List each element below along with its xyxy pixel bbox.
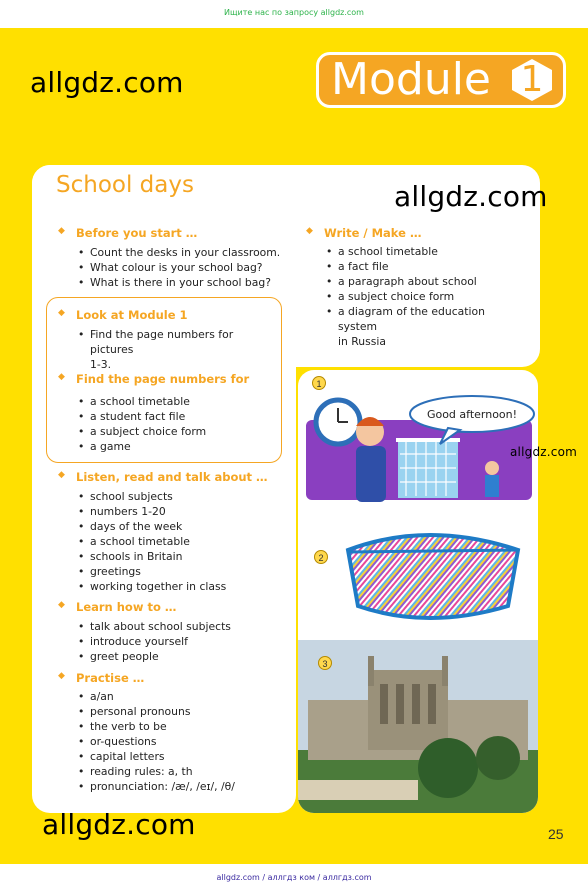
college-picture: [298, 640, 538, 813]
list-find-page-numbers: [78, 394, 206, 454]
list-item: • a school timetable: [78, 534, 226, 549]
module-badge: [316, 52, 566, 108]
watermark-top-left: allgdz.com: [30, 66, 184, 99]
heading-look-at-module: ◆ Look at Module 1: [76, 308, 188, 322]
picture-label-2: 2: [314, 550, 328, 564]
watermark-bottom-left: allgdz.com: [42, 808, 196, 841]
page-number: 25: [548, 826, 564, 842]
picture-label-3: 3: [318, 656, 332, 670]
watermark-mid: allgdz.com: [394, 180, 548, 213]
top-note: Ищите нас по запросу allgdz.com: [224, 8, 364, 17]
list-practise: [78, 689, 235, 794]
list-item: • talk about school subjects: [78, 619, 231, 634]
list-item: • What colour is your school bag?: [78, 260, 280, 275]
list-item: • a diagram of the education system: [326, 304, 526, 334]
list-item: • capital letters: [78, 749, 235, 764]
list-item: • working together in class: [78, 579, 226, 594]
list-look-at-module: [78, 327, 274, 372]
list-learn-how: [78, 619, 231, 664]
list-item: • a subject choice form: [78, 424, 206, 439]
heading-learn-how: ◆ Learn how to …: [76, 600, 176, 614]
list-item: • reading rules: a, th: [78, 764, 235, 779]
list-item: • the verb to be: [78, 719, 235, 734]
list-item: • greetings: [78, 564, 226, 579]
list-item: in Russia: [338, 335, 387, 348]
picture-label-1: 1: [312, 376, 326, 390]
heading-find-page-numbers: ◆ Find the page numbers for: [76, 372, 249, 386]
cartoon-picture: [298, 370, 538, 510]
heading-practise: ◆ Practise …: [76, 671, 144, 685]
heading-before-you-start: ◆ Before you start …: [76, 226, 197, 240]
list-item: • a paragraph about school: [326, 274, 526, 289]
heading-listen-read-talk: ◆ Listen, read and talk about …: [76, 470, 268, 484]
module-label: Module: [331, 54, 491, 105]
list-item: • introduce yourself: [78, 634, 231, 649]
list-item: • or-questions: [78, 734, 235, 749]
list-before-you-start: [78, 245, 280, 290]
list-item: • a fact file: [326, 259, 526, 274]
list-item: • Find the page numbers for pictures: [78, 327, 274, 357]
list-item: • a/an: [78, 689, 235, 704]
list-item: • a school timetable: [326, 244, 526, 259]
list-item: • greet people: [78, 649, 231, 664]
watermark-picture: allgdz.com: [510, 445, 577, 459]
list-item: • a subject choice form: [326, 289, 526, 304]
heading-write-make: ◆ Write / Make …: [324, 226, 421, 240]
list-item: 1-3.: [90, 358, 112, 371]
list-item: • schools in Britain: [78, 549, 226, 564]
list-item: • a school timetable: [78, 394, 206, 409]
list-listen-read-talk: [78, 489, 226, 594]
list-item: • numbers 1-20: [78, 504, 226, 519]
list-item: • pronunciation: /æ/, /eɪ/, /θ/: [78, 779, 235, 794]
list-item: • personal pronouns: [78, 704, 235, 719]
pictures-panel: [298, 370, 538, 813]
list-item: • days of the week: [78, 519, 226, 534]
list-item: • Count the desks in your classroom.: [78, 245, 280, 260]
speech-bubble-text: Good afternoon!: [426, 408, 518, 421]
list-item: • school subjects: [78, 489, 226, 504]
list-item: • a student fact file: [78, 409, 206, 424]
pencil-case-picture: [298, 510, 538, 640]
page-title: School days: [56, 172, 194, 198]
module-number: 1: [520, 59, 544, 100]
list-write-make: [326, 244, 526, 349]
bottom-note: allgdz.com / аллгдз ком / аллгдз.com: [216, 873, 372, 882]
list-item: • a game: [78, 439, 206, 454]
list-item: • What is there in your school bag?: [78, 275, 280, 290]
